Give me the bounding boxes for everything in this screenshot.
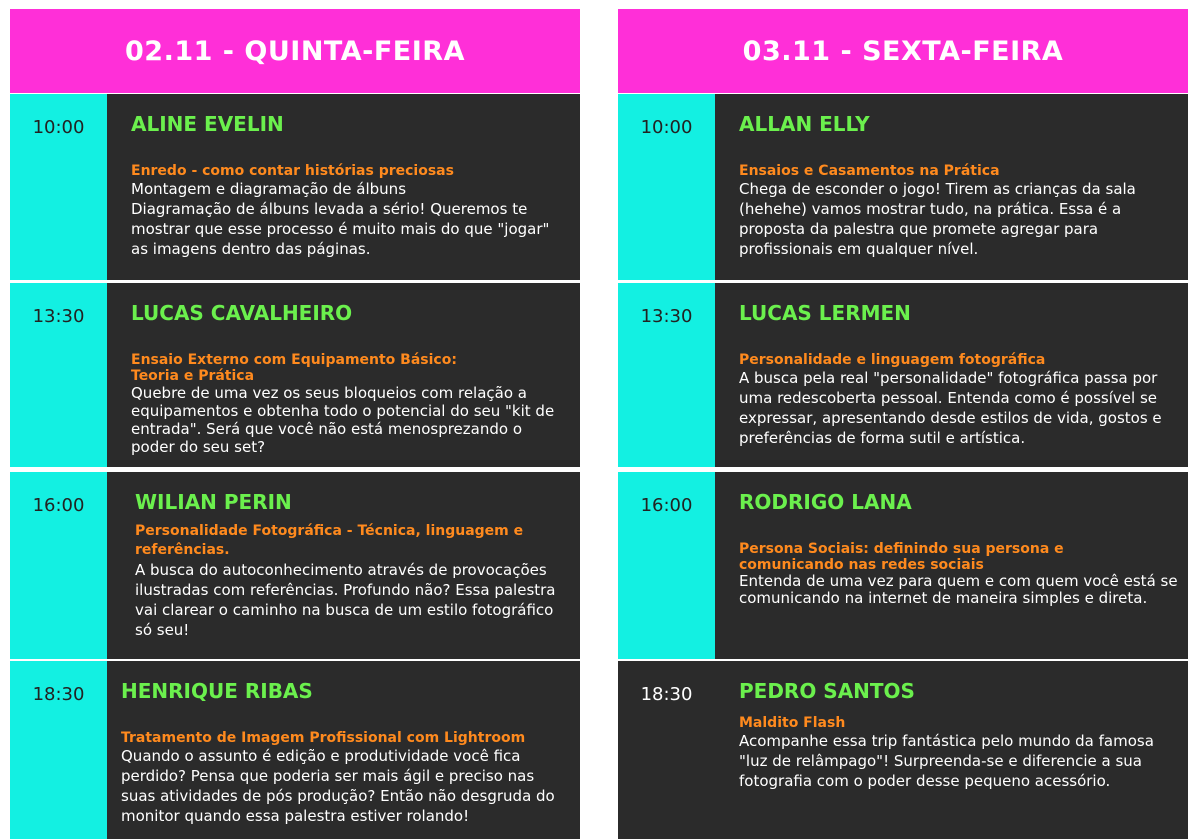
- schedule-slot: [10, 283, 580, 467]
- talk-title: Personalidade e linguagem fotográfica: [739, 352, 1046, 368]
- talk-description: A busca pela real "personalidade" fotográfica passa por uma redescoberta pessoal. Entenda como é possível se expressar, apresentando desde estilos de vida, gostos e preferências de forma sutil e artística.: [739, 369, 1162, 447]
- speaker-name: RODRIGO LANA: [739, 490, 912, 514]
- talk-description: Quando o assunto é edição e produtividade você fica perdido? Pensa que poderia ser mais ágil e preciso nas suas atividades de pós produção? Então não desgruda do monitor quando essa palestra estiver rolando!: [121, 747, 555, 825]
- day-column-thursday: [10, 9, 580, 825]
- slot-content: [715, 472, 1188, 659]
- speaker-name: PEDRO SANTOS: [739, 679, 915, 703]
- speaker-name: ALINE EVELIN: [131, 112, 284, 136]
- talk-title: Ensaios e Casamentos na Prática: [739, 163, 1000, 179]
- talk-description: Chega de esconder o jogo! Tirem as crianças da sala (hehehe) vamos mostrar tudo, na prática. Essa é a proposta da palestra que promete agregar para profissionais em qualquer nível.: [739, 180, 1136, 258]
- schedule-slot: [10, 661, 580, 839]
- slot-time: 16:00: [10, 472, 107, 659]
- slot-content: [107, 283, 580, 467]
- day-header: 03.11 - SEXTA-FEIRA: [618, 9, 1188, 93]
- schedule-slot: [10, 472, 580, 659]
- schedule-slot: [618, 661, 1188, 839]
- talk-title: Maldito Flash: [739, 715, 846, 731]
- slot-content: [107, 661, 580, 839]
- speaker-name: ALLAN ELLY: [739, 112, 870, 136]
- talk-title: Enredo - como contar histórias preciosas: [131, 163, 454, 179]
- slot-time: 13:30: [618, 283, 715, 467]
- talk-title: Persona Sociais: definindo sua persona e comunicando nas redes sociais: [739, 541, 1064, 573]
- talk-description: Acompanhe essa trip fantástica pelo mundo da famosa "luz de relâmpago"! Surpreenda-se e diferencie a sua fotografia com o poder desse pequeno acessório.: [739, 732, 1154, 790]
- slot-content: [107, 472, 580, 659]
- slot-time: 18:30: [10, 661, 107, 839]
- talk-description: Entenda de uma vez para quem e com quem você está se comunicando na internet de maneira simples e direta.: [739, 572, 1178, 607]
- speaker-name: LUCAS LERMEN: [739, 301, 911, 325]
- schedule-slot: [10, 94, 580, 280]
- talk-title: Tratamento de Imagem Profissional com Lightroom: [121, 730, 526, 746]
- speaker-name: WILIAN PERIN: [135, 490, 292, 514]
- schedule-slot: [618, 94, 1188, 280]
- slot-time: 18:30: [618, 661, 715, 839]
- speaker-name: LUCAS CAVALHEIRO: [131, 301, 353, 325]
- talk-title: Personalidade Fotográfica - Técnica, linguagem e referências.: [135, 523, 524, 558]
- slot-content: [715, 661, 1188, 839]
- slot-content: [715, 283, 1188, 467]
- slot-content: [715, 94, 1188, 280]
- slot-time: 13:30: [10, 283, 107, 467]
- slot-time: 16:00: [618, 472, 715, 659]
- schedule-slot: [618, 472, 1188, 659]
- slot-time: 10:00: [10, 94, 107, 280]
- speaker-name: HENRIQUE RIBAS: [121, 679, 313, 703]
- day-header: 02.11 - QUINTA-FEIRA: [10, 9, 580, 93]
- slot-content: [107, 94, 580, 280]
- talk-title: Ensaio Externo com Equipamento Básico: Teoria e Prática: [131, 352, 457, 384]
- talk-description: Montagem e diagramação de álbuns Diagramação de álbuns levada a sério! Queremos te mostrar que esse processo é muito mais do que "jogar" as imagens dentro das páginas.: [131, 180, 550, 258]
- talk-description: A busca do autoconhecimento através de provocações ilustradas com referências. Profundo não? Essa palestra vai clarear o caminho na busca de um estilo fotográfico só seu!: [135, 561, 556, 639]
- day-column-friday: [618, 9, 1188, 790]
- schedule-slot: [618, 283, 1188, 467]
- slot-time: 10:00: [618, 94, 715, 280]
- talk-description: Quebre de uma vez os seus bloqueios com relação a equipamentos e obtenha todo o potencial do seu "kit de entrada". Será que você não está menosprezando o poder do seu set?: [131, 384, 555, 456]
